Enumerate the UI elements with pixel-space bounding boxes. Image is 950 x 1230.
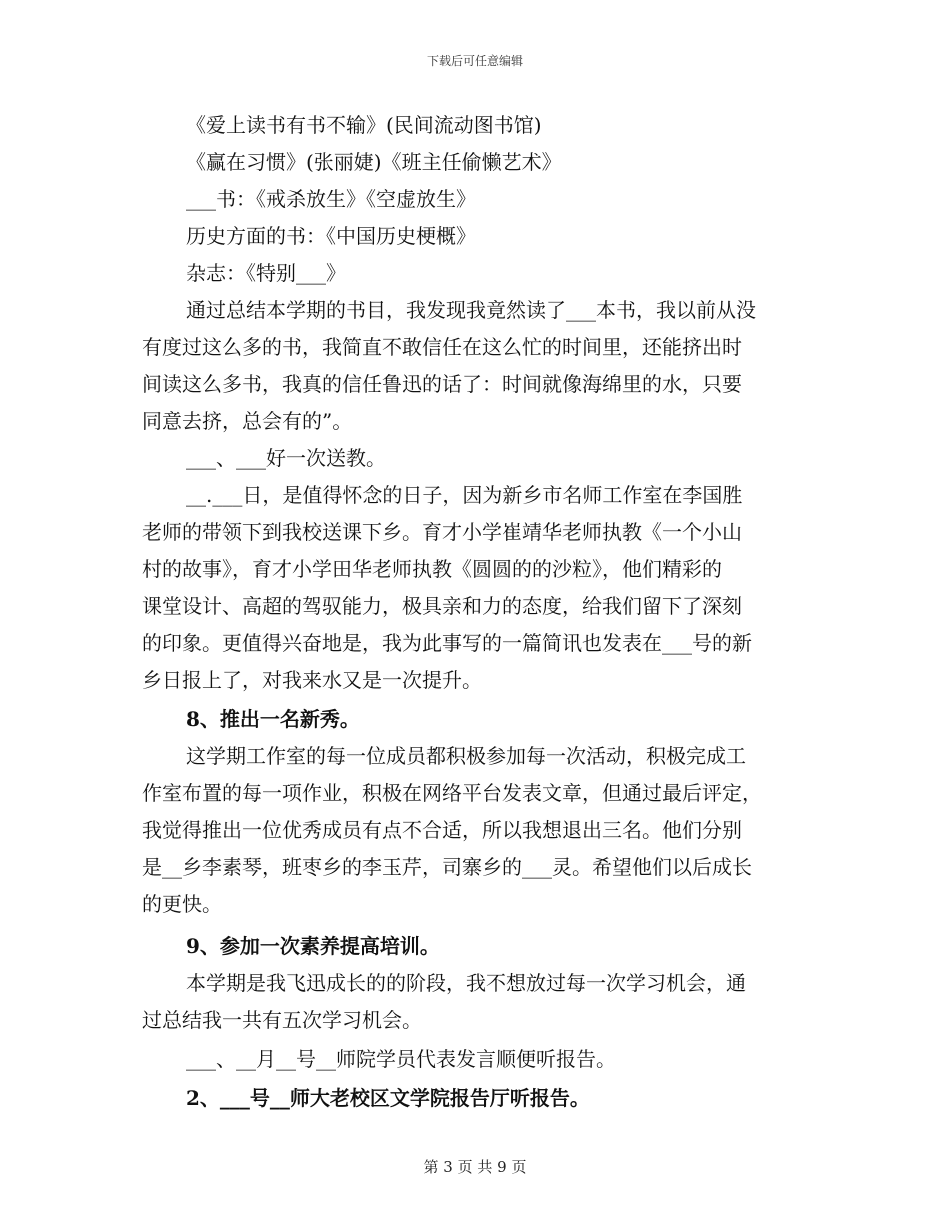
paragraph-line: 通过总结本学期的书目，我发现我竟然读了___本书，我以前从没 — [186, 298, 756, 322]
paragraph-line: 间读这么多书，我真的信任鲁迅的话了：时间就像海绵里的水，只要 — [142, 372, 742, 396]
section-heading: 8、推出一名新秀。 — [186, 707, 360, 731]
paragraph-line: 乡日报上了，对我来水又是一次提升。 — [142, 668, 482, 692]
paragraph-line: __.___日，是值得怀念的日子，因为新乡市名师工作室在李国胜 — [186, 483, 743, 507]
paragraph-line: 的更快。 — [142, 892, 222, 916]
paragraph-line: 过总结我一共有五次学习机会。 — [142, 1008, 422, 1032]
text-line: 杂志：《特别___》 — [186, 261, 346, 285]
text-line: 历史方面的书：《中国历史梗概》 — [186, 224, 476, 248]
paragraph-line: 课堂设计、高超的驾驭能力，极具亲和力的态度，给我们留下了深刻 — [142, 594, 742, 618]
text-line: ___、___好一次送教。 — [186, 446, 386, 470]
section-heading: 2、___号__师大老校区文学院报告厅听报告。 — [186, 1086, 590, 1110]
paragraph-line: 作室布置的每一项作业，积极在网络平台发表文章，但通过最后评定， — [142, 781, 762, 805]
section-heading: 9、参加一次素养提高培训。 — [186, 934, 440, 958]
paragraph-line: 同意去挤，总会有的”。 — [142, 409, 353, 433]
paragraph-line: 村的故事》，育才小学田华老师执教《圆圆的的沙粒》，他们精彩的 — [142, 557, 722, 581]
paragraph-line: 是__乡李素琴，班枣乡的李玉芹，司寨乡的___灵。希望他们以后成长 — [142, 855, 752, 879]
paragraph-line: 本学期是我飞迅成长的的阶段，我不想放过每一次学习机会，通 — [186, 971, 746, 995]
text-line: 《爱上读书有书不输》(民间流动图书馆) — [186, 113, 542, 137]
text-line: ___书：《戒杀放生》《空虚放生》 — [186, 187, 476, 211]
page-footer: 第 3 页 共 9 页 — [423, 1158, 527, 1176]
document-body — [142, 107, 806, 1117]
paragraph-line: 的印象。更值得兴奋地是，我为此事写的一篇简讯也发表在___号的新 — [142, 631, 752, 655]
paragraph-line: 这学期工作室的每一位成员都积极参加每一次活动，积极完成工 — [186, 744, 746, 768]
page-header: 下载后可任意编辑 — [426, 54, 523, 68]
paragraph-line: 有度过这么多的书，我简直不敢信任在这么忙的时间里，还能挤出时 — [142, 335, 742, 359]
text-line: 《赢在习惯》(张丽婕)《班主任偷懒艺术》 — [186, 150, 562, 174]
paragraph-line: 老师的带领下到我校送课下乡。育才小学崔靖华老师执教《一个小山 — [142, 520, 742, 544]
paragraph-line: 我觉得推出一位优秀成员有点不合适，所以我想退出三名。他们分别 — [142, 818, 742, 842]
text-line: ___、__月__号__师院学员代表发言顺便听报告。 — [186, 1047, 616, 1071]
